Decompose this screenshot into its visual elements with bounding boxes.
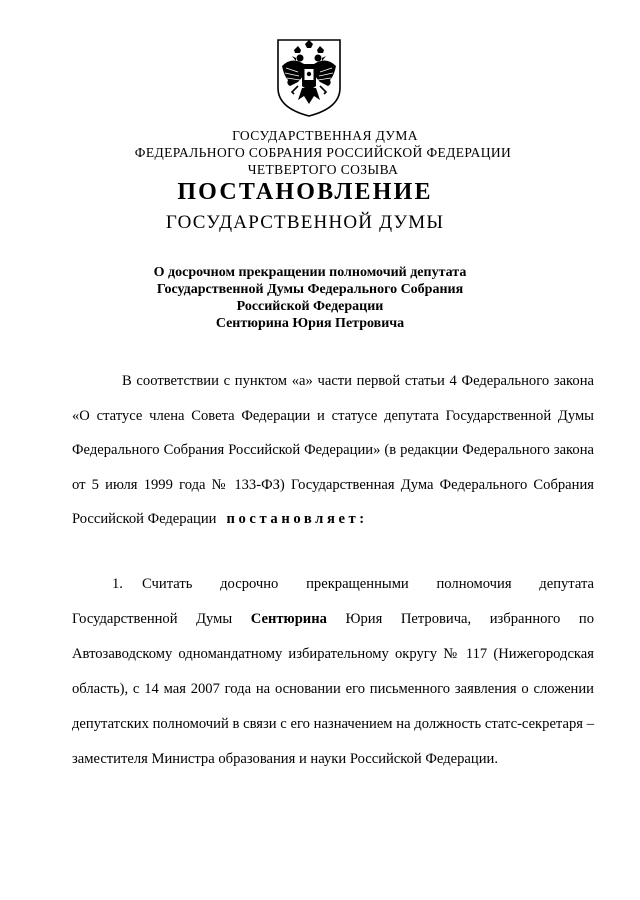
org-line-1: ГОСУДАРСТВЕННАЯ ДУМА [232,128,418,143]
clause-1-text-after: Юрия Петровича, избранного по Автозаводскому одномандатному избирательному округу № 117 (Нижегородская область), с 14 мая 2007 года на основании его письменного заявления о сложении депутатских полномочий в связи с его назначением на должность статс-секретаря – заместителя Министра образования и науки Российской Федерации. [72,611,595,767]
clause-1-text-before: Считать досрочно прекращенными полномочия депутата Государственной Думы [72,576,594,627]
org-line-2: ФЕДЕРАЛЬНОГО СОБРАНИЯ РОССИЙСКОЙ ФЕДЕРАЦИИ [134,145,512,160]
preamble-paragraph [72,364,594,537]
org-line-3: ЧЕТВЕРТОГО СОЗЫВА [247,162,399,177]
preamble-text: В соответствии с пунктом «а» части первой статьи 4 Федерального закона «О статусе члена Совета Федерации и статусе депутата Государственной Думы Федерального Собрания Российской Федерации» (в редакции Федерального закона от 5 июля 1999 года № 133-ФЗ) Государственная Дума Федерального Собрания Российской Федерации [72,373,594,527]
document-type: ПОСТАНОВЛЕНИЕ [177,179,433,205]
title-line-4: Сентюрина Юрия Петровича [215,316,405,331]
document-title [150,264,470,332]
decree-word: постановляет: [226,511,368,527]
russian-coat-of-arms-icon [274,36,344,118]
title-line-1: О досрочном прекращении полномочий депутата [153,265,467,280]
document-issuer: ГОСУДАРСТВЕННОЙ ДУМЫ [165,212,445,233]
title-line-3: Российской Федерации [236,299,384,314]
clause-1-number: 1. [112,576,123,592]
title-line-2: Государственной Думы Федерального Собрания [156,282,464,297]
clause-1-paragraph [72,567,594,777]
deputy-surname: Сентюрина [250,611,327,627]
